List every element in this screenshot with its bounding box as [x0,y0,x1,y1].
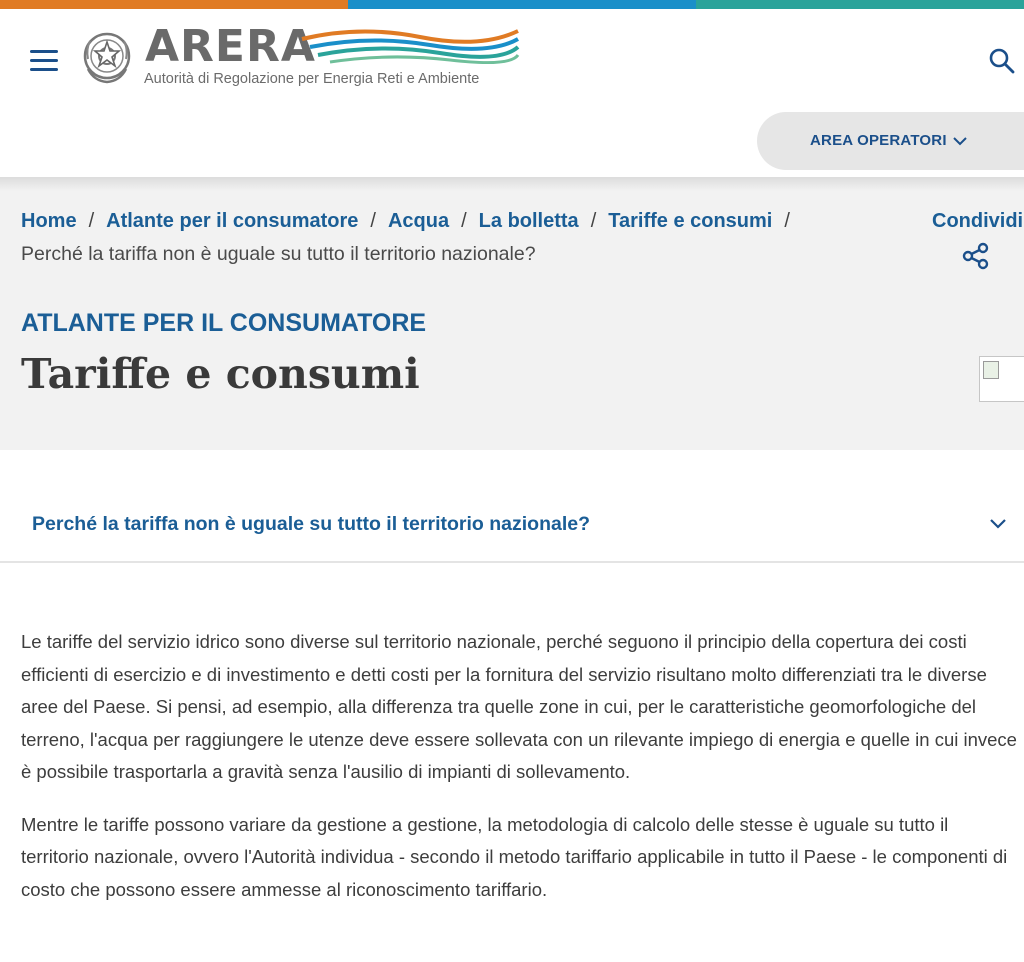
section-kicker: ATLANTE PER IL CONSUMATORE [21,309,427,337]
faq-answer [21,626,1021,926]
search-icon[interactable] [988,47,1016,75]
chevron-down-icon[interactable] [989,518,1007,530]
breadcrumb-separator: / [370,210,376,232]
answer-paragraph: Le tariffe del servizio idrico sono diverse sul territorio nazionale, perché seguono il principio della copertura dei costi efficienti di esercizio e di investimento e detti costi per la fornitura del servizio risultano molto differenziati tra le diverse aree del Paese. Si pensi, ad esempio, alla differenza tra quelle zone in cui, per le caratteristiche geomorfologiche del terreno, l'acqua per raggiungere le utenze deve essere sollevata con un rilevante impiego di energia e quelle in cui invece è possibile trasportarla a gravità senza l'ausilio di impianti di sollevamento. [21,631,1017,782]
breadcrumb-separator: / [590,210,597,232]
header-shadow [0,177,1024,191]
breadcrumb-separator: / [784,210,790,232]
republic-emblem-icon [80,29,134,85]
faq-accordion-header[interactable] [0,490,1024,563]
brand-name[interactable]: ARERA [145,21,316,72]
breadcrumb-current: Perché la tariffa non è uguale su tutto il territorio nazionale? [21,243,536,265]
hamburger-menu-icon[interactable] [30,50,58,72]
breadcrumb-separator: / [88,210,95,232]
area-operatori-button[interactable] [757,112,1024,170]
share-button[interactable]: Condividi [932,210,1024,232]
broken-image-icon [979,356,1024,402]
site-header [0,9,1024,177]
answer-paragraph: Mentre le tariffe possono variare da gestione a gestione, la metodologia di calcolo delle stesse è uguale su tutto il territorio nazionale, ovvero l'Autorità individua - secondo il metodo tariffario applicabile in tutto il Paese - le componenti di costo che possono essere ammesse al riconoscimento tariffario. [21,813,1008,900]
logo-waves-icon [300,27,520,69]
faq-question: Perché la tariffa non è uguale su tutto il territorio nazionale? [32,513,590,535]
breadcrumb-acqua[interactable]: Acqua [387,210,450,232]
breadcrumb-tariffe-e-consumi[interactable]: Tariffe e consumi [608,210,773,232]
chevron-down-icon [952,135,968,147]
page-title: Tariffe e consumi [21,350,420,398]
breadcrumb-home[interactable]: Home [21,210,77,232]
breadcrumb-separator: / [461,210,467,232]
breadcrumb [21,210,802,233]
breadcrumb-la-bolletta[interactable]: La bolletta [478,210,579,232]
breadcrumb-atlante[interactable]: Atlante per il consumatore [106,210,359,232]
area-operatori-label: AREA OPERATORI [810,132,947,149]
share-icon[interactable] [962,242,990,270]
brand-tagline: Autorità di Regolazione per Energia Reti e Ambiente [144,71,480,87]
top-color-stripe [0,0,1024,9]
